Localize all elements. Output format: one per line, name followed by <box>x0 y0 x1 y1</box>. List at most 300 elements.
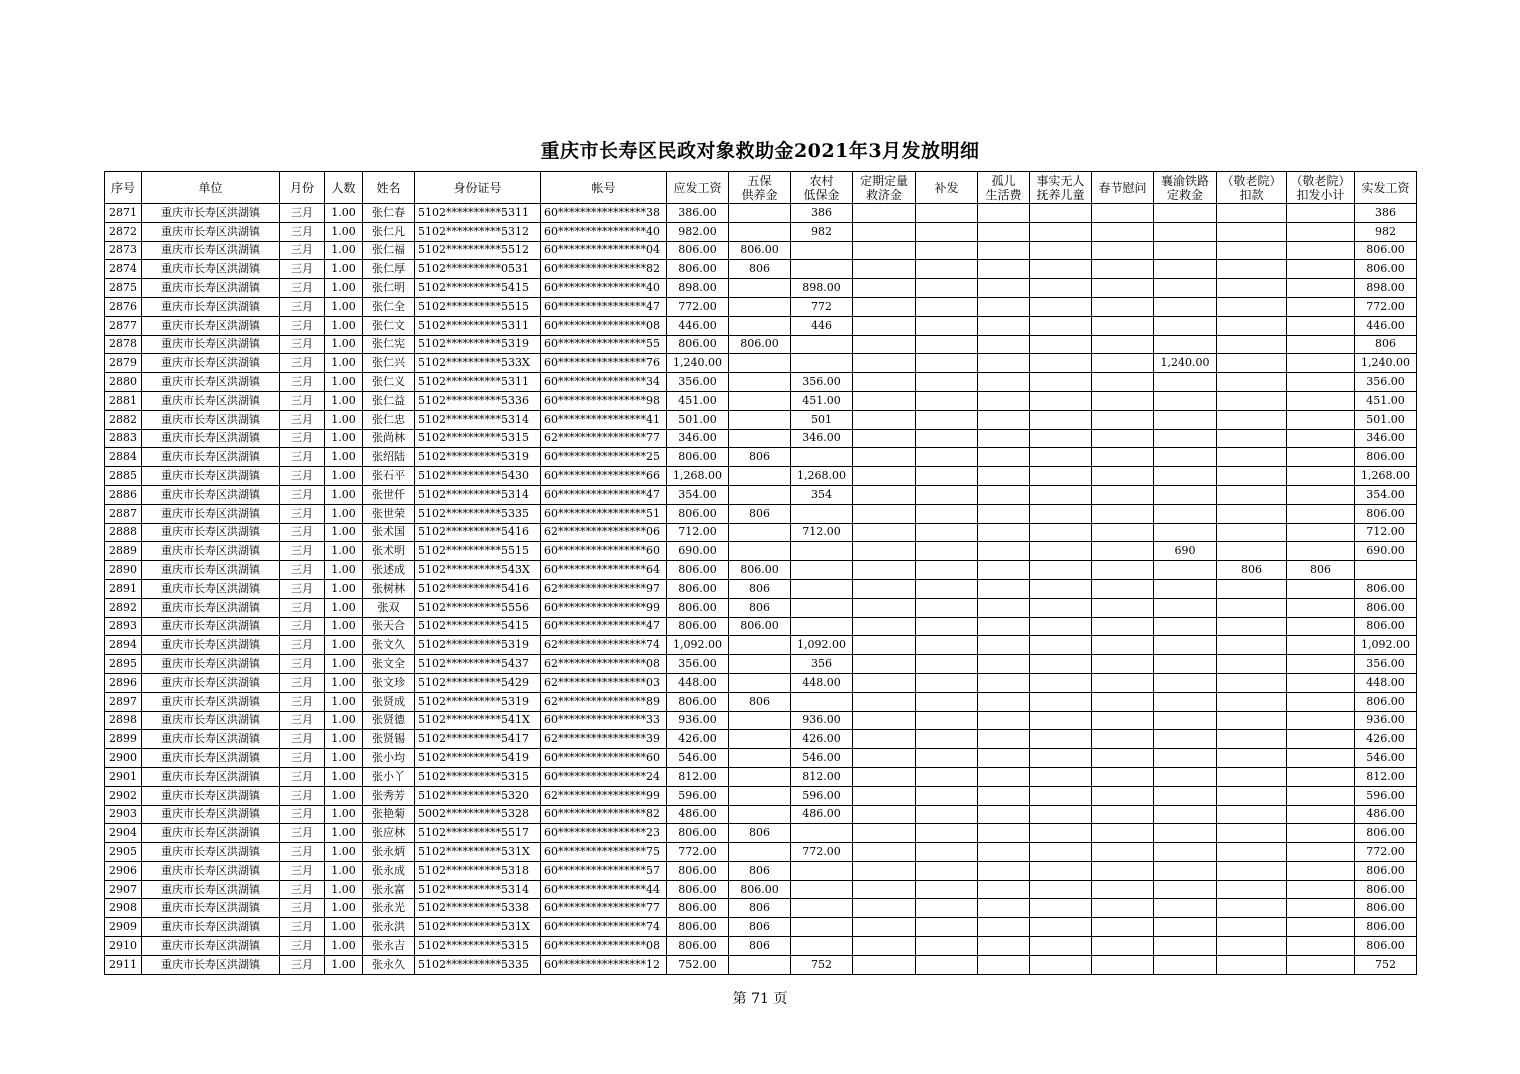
table-cell: 2886 <box>105 485 142 504</box>
table-cell <box>853 222 916 241</box>
table-cell: 重庆市长寿区洪湖镇 <box>142 598 280 617</box>
table-cell: 60****************04 <box>541 241 667 260</box>
table-cell: 806 <box>1217 561 1287 580</box>
table-cell <box>853 673 916 692</box>
table-cell: 60****************82 <box>541 805 667 824</box>
table-row <box>105 955 1417 974</box>
table-cell <box>1154 711 1217 730</box>
table-cell <box>1030 673 1092 692</box>
table-cell <box>853 655 916 674</box>
table-cell: 806.00 <box>667 937 729 956</box>
table-cell: 546.00 <box>791 749 853 768</box>
table-cell <box>978 391 1030 410</box>
table-cell: 1.00 <box>325 880 363 899</box>
table-cell <box>1287 504 1355 523</box>
table-cell: 1.00 <box>325 692 363 711</box>
table-cell <box>1154 918 1217 937</box>
table-cell: 5102**********5335 <box>415 504 541 523</box>
table-cell: 772.00 <box>1355 843 1417 862</box>
table-row <box>105 636 1417 655</box>
table-cell: 806.00 <box>667 335 729 354</box>
table-cell <box>1287 636 1355 655</box>
table-cell <box>1217 899 1287 918</box>
table-cell: 2906 <box>105 861 142 880</box>
table-cell: 60****************40 <box>541 222 667 241</box>
table-cell: 752.00 <box>667 955 729 974</box>
table-cell: 张世仟 <box>363 485 415 504</box>
table-cell <box>978 673 1030 692</box>
table-cell <box>853 504 916 523</box>
table-cell: 1,092.00 <box>791 636 853 655</box>
table-cell <box>916 579 978 598</box>
table-cell: 张世荣 <box>363 504 415 523</box>
table-cell <box>1287 241 1355 260</box>
table-cell: 2881 <box>105 391 142 410</box>
table-cell: 1,092.00 <box>1355 636 1417 655</box>
table-cell <box>916 824 978 843</box>
table-cell: 1.00 <box>325 636 363 655</box>
table-cell <box>1154 335 1217 354</box>
table-cell <box>1030 711 1092 730</box>
table-cell: 1.00 <box>325 448 363 467</box>
table-cell <box>978 579 1030 598</box>
table-row <box>105 937 1417 956</box>
table-cell: 60****************12 <box>541 955 667 974</box>
table-cell: 1.00 <box>325 711 363 730</box>
table-cell: 三月 <box>280 955 325 974</box>
table-cell <box>853 448 916 467</box>
column-header: 月份 <box>280 172 325 204</box>
table-cell: 1.00 <box>325 617 363 636</box>
table-cell <box>1287 711 1355 730</box>
table-cell: 772.00 <box>667 843 729 862</box>
table-cell <box>978 937 1030 956</box>
table-cell: 重庆市长寿区洪湖镇 <box>142 673 280 692</box>
table-cell: 1.00 <box>325 824 363 843</box>
table-row <box>105 391 1417 410</box>
table-cell: 451.00 <box>791 391 853 410</box>
table-cell: 2880 <box>105 373 142 392</box>
table-cell: 1.00 <box>325 542 363 561</box>
table-cell: 1.00 <box>325 805 363 824</box>
table-cell: 5102**********531X <box>415 843 541 862</box>
table-cell: 5102**********5320 <box>415 786 541 805</box>
table-cell: 812.00 <box>667 767 729 786</box>
table-cell: 446.00 <box>1355 316 1417 335</box>
table-cell: 772.00 <box>667 297 729 316</box>
table-cell <box>853 749 916 768</box>
table-cell <box>1217 279 1287 298</box>
table-cell <box>729 222 791 241</box>
table-cell <box>916 918 978 937</box>
table-cell <box>916 316 978 335</box>
table-cell <box>853 391 916 410</box>
table-cell: 5102**********5319 <box>415 448 541 467</box>
table-cell: 重庆市长寿区洪湖镇 <box>142 767 280 786</box>
table-cell <box>853 542 916 561</box>
table-cell <box>1030 561 1092 580</box>
table-cell: 354 <box>791 485 853 504</box>
table-cell <box>1030 316 1092 335</box>
table-cell <box>1092 204 1154 223</box>
table-row <box>105 861 1417 880</box>
table-cell: 三月 <box>280 880 325 899</box>
table-cell: 772 <box>791 297 853 316</box>
table-cell: 60****************08 <box>541 937 667 956</box>
table-cell <box>1217 767 1287 786</box>
table-row <box>105 410 1417 429</box>
column-header: 帐号 <box>541 172 667 204</box>
table-row <box>105 204 1417 223</box>
table-cell <box>1154 749 1217 768</box>
table-cell: 三月 <box>280 561 325 580</box>
table-cell: 1.00 <box>325 899 363 918</box>
table-cell <box>1287 448 1355 467</box>
table-cell <box>729 542 791 561</box>
table-cell <box>729 354 791 373</box>
table-cell: 1.00 <box>325 391 363 410</box>
table-cell: 806.00 <box>667 824 729 843</box>
table-cell: 60****************23 <box>541 824 667 843</box>
table-row <box>105 523 1417 542</box>
table-cell: 752 <box>1355 955 1417 974</box>
table-cell <box>1154 467 1217 486</box>
table-cell <box>1154 523 1217 542</box>
table-cell <box>1030 448 1092 467</box>
table-cell <box>1092 937 1154 956</box>
table-cell: 2874 <box>105 260 142 279</box>
table-cell <box>1154 636 1217 655</box>
table-cell: 张仁福 <box>363 241 415 260</box>
table-cell: 2911 <box>105 955 142 974</box>
table-cell: 806.00 <box>1355 598 1417 617</box>
table-cell <box>1287 260 1355 279</box>
table-cell <box>853 955 916 974</box>
table-cell <box>978 279 1030 298</box>
table-row <box>105 260 1417 279</box>
table-cell: 张小均 <box>363 749 415 768</box>
table-cell <box>853 636 916 655</box>
table-cell <box>729 485 791 504</box>
table-cell: 5102**********5416 <box>415 523 541 542</box>
table-row <box>105 786 1417 805</box>
table-cell <box>1092 467 1154 486</box>
table-cell <box>1154 692 1217 711</box>
table-cell <box>978 598 1030 617</box>
table-row <box>105 617 1417 636</box>
table-cell: 1.00 <box>325 410 363 429</box>
table-cell: 1.00 <box>325 523 363 542</box>
table-cell: 898.00 <box>667 279 729 298</box>
table-cell <box>791 354 853 373</box>
table-cell: 重庆市长寿区洪湖镇 <box>142 805 280 824</box>
table-cell <box>978 918 1030 937</box>
table-cell <box>916 880 978 899</box>
table-cell <box>1154 899 1217 918</box>
table-cell <box>1092 673 1154 692</box>
table-cell <box>853 824 916 843</box>
table-cell <box>1154 297 1217 316</box>
table-cell: 三月 <box>280 391 325 410</box>
table-cell: 62****************74 <box>541 636 667 655</box>
table-cell <box>1287 673 1355 692</box>
column-header: 五保 供养金 <box>729 172 791 204</box>
table-cell: 2894 <box>105 636 142 655</box>
table-cell: 重庆市长寿区洪湖镇 <box>142 467 280 486</box>
table-cell: 5102**********5415 <box>415 279 541 298</box>
table-cell <box>1154 204 1217 223</box>
table-cell: 386 <box>791 204 853 223</box>
table-cell <box>1092 692 1154 711</box>
table-cell <box>1287 955 1355 974</box>
table-cell <box>1287 373 1355 392</box>
table-cell <box>1287 899 1355 918</box>
table-cell <box>1287 335 1355 354</box>
table-cell: 546.00 <box>667 749 729 768</box>
table-cell: 60****************64 <box>541 561 667 580</box>
table-cell <box>1092 260 1154 279</box>
table-cell: 596.00 <box>667 786 729 805</box>
table-cell <box>1030 805 1092 824</box>
table-cell <box>853 204 916 223</box>
table-cell <box>978 843 1030 862</box>
table-cell <box>1092 899 1154 918</box>
table-cell <box>1217 204 1287 223</box>
table-cell: 2901 <box>105 767 142 786</box>
table-cell: 重庆市长寿区洪湖镇 <box>142 561 280 580</box>
table-cell <box>853 523 916 542</box>
table-cell <box>1092 542 1154 561</box>
table-cell <box>916 354 978 373</box>
table-cell: 1.00 <box>325 429 363 448</box>
table-cell <box>1092 786 1154 805</box>
table-cell: 2875 <box>105 279 142 298</box>
table-cell <box>729 786 791 805</box>
table-cell: 60****************82 <box>541 260 667 279</box>
table-cell <box>1154 504 1217 523</box>
table-cell <box>853 617 916 636</box>
table-cell <box>1030 918 1092 937</box>
table-cell <box>1092 316 1154 335</box>
table-cell: 806 <box>729 937 791 956</box>
table-cell: 60****************38 <box>541 204 667 223</box>
table-cell <box>1092 918 1154 937</box>
table-cell <box>1287 805 1355 824</box>
table-cell <box>853 241 916 260</box>
table-cell: 三月 <box>280 279 325 298</box>
table-cell: 806.00 <box>667 692 729 711</box>
table-cell: 806.00 <box>1355 504 1417 523</box>
table-row <box>105 880 1417 899</box>
table-cell: 806.00 <box>1355 918 1417 937</box>
table-cell: 486.00 <box>791 805 853 824</box>
table-cell: 1.00 <box>325 279 363 298</box>
table-cell: 448.00 <box>791 673 853 692</box>
table-cell <box>1030 579 1092 598</box>
table-cell <box>1092 429 1154 448</box>
table-cell: 806.00 <box>1355 579 1417 598</box>
table-cell <box>1030 204 1092 223</box>
table-cell <box>1287 749 1355 768</box>
table-cell: 5102**********5512 <box>415 241 541 260</box>
table-cell: 三月 <box>280 617 325 636</box>
column-header: 春节慰问 <box>1092 172 1154 204</box>
table-cell: 5102**********5315 <box>415 767 541 786</box>
table-cell: 5102**********0531 <box>415 260 541 279</box>
table-cell <box>1217 297 1287 316</box>
table-cell: 2908 <box>105 899 142 918</box>
table-cell <box>916 730 978 749</box>
table-cell: 60****************44 <box>541 880 667 899</box>
table-cell: 60****************47 <box>541 297 667 316</box>
table-cell <box>1287 786 1355 805</box>
table-cell: 386 <box>1355 204 1417 223</box>
table-cell: 1.00 <box>325 786 363 805</box>
table-cell: 三月 <box>280 598 325 617</box>
table-cell <box>1030 598 1092 617</box>
column-header: 事实无人 抚养儿童 <box>1030 172 1092 204</box>
table-cell: 60****************99 <box>541 598 667 617</box>
table-cell <box>1030 861 1092 880</box>
table-cell <box>729 805 791 824</box>
table-cell <box>1154 241 1217 260</box>
table-cell: 806.00 <box>1355 861 1417 880</box>
table-cell: 2879 <box>105 354 142 373</box>
table-cell <box>1217 918 1287 937</box>
table-cell <box>1217 241 1287 260</box>
table-cell <box>1092 598 1154 617</box>
table-cell: 5102**********5314 <box>415 410 541 429</box>
table-cell <box>1092 485 1154 504</box>
table-cell <box>1154 448 1217 467</box>
table-cell <box>1092 711 1154 730</box>
table-cell: 60****************75 <box>541 843 667 862</box>
table-cell <box>1030 260 1092 279</box>
table-cell: 354.00 <box>1355 485 1417 504</box>
table-cell <box>1355 561 1417 580</box>
table-cell: 2896 <box>105 673 142 692</box>
table-cell: 60****************47 <box>541 485 667 504</box>
table-cell: 5102**********5430 <box>415 467 541 486</box>
table-cell: 5102**********5515 <box>415 542 541 561</box>
table-cell: 806.00 <box>1355 692 1417 711</box>
table-cell: 5102**********5312 <box>415 222 541 241</box>
payment-table <box>104 171 1417 975</box>
table-cell <box>791 617 853 636</box>
table-cell: 806 <box>729 598 791 617</box>
table-cell <box>1217 316 1287 335</box>
table-cell <box>1217 843 1287 862</box>
table-cell: 三月 <box>280 542 325 561</box>
table-cell <box>916 767 978 786</box>
table-cell <box>916 749 978 768</box>
table-row <box>105 504 1417 523</box>
table-row <box>105 749 1417 768</box>
table-cell <box>1092 222 1154 241</box>
table-cell: 60****************60 <box>541 749 667 768</box>
table-cell: 三月 <box>280 843 325 862</box>
table-cell <box>1154 598 1217 617</box>
table-cell: 张贤锡 <box>363 730 415 749</box>
table-cell: 356 <box>791 655 853 674</box>
table-cell <box>1154 655 1217 674</box>
table-cell <box>978 805 1030 824</box>
table-cell: 1.00 <box>325 485 363 504</box>
table-cell: 772.00 <box>791 843 853 862</box>
table-cell <box>1154 579 1217 598</box>
table-cell: 60****************57 <box>541 861 667 880</box>
table-cell: 三月 <box>280 410 325 429</box>
table-cell <box>1030 730 1092 749</box>
table-cell <box>1287 824 1355 843</box>
table-cell: 5102**********5314 <box>415 880 541 899</box>
table-cell <box>1217 598 1287 617</box>
table-cell <box>1217 373 1287 392</box>
table-row <box>105 373 1417 392</box>
table-cell <box>1154 805 1217 824</box>
table-cell <box>1030 485 1092 504</box>
table-cell <box>1154 279 1217 298</box>
table-row <box>105 805 1417 824</box>
table-cell <box>1092 391 1154 410</box>
table-cell <box>1092 824 1154 843</box>
table-cell: 重庆市长寿区洪湖镇 <box>142 899 280 918</box>
table-cell: 806.00 <box>667 880 729 899</box>
table-cell: 重庆市长寿区洪湖镇 <box>142 335 280 354</box>
table-cell: 1,092.00 <box>667 636 729 655</box>
table-cell: 张术国 <box>363 523 415 542</box>
table-cell: 重庆市长寿区洪湖镇 <box>142 749 280 768</box>
table-cell <box>853 843 916 862</box>
table-cell: 1,268.00 <box>1355 467 1417 486</box>
table-cell <box>1154 673 1217 692</box>
table-cell: 2900 <box>105 749 142 768</box>
table-cell: 5002**********5328 <box>415 805 541 824</box>
table-cell <box>1154 861 1217 880</box>
table-cell: 三月 <box>280 673 325 692</box>
table-cell <box>853 335 916 354</box>
table-cell <box>853 316 916 335</box>
table-cell <box>916 542 978 561</box>
table-cell: 张应林 <box>363 824 415 843</box>
table-cell: 486.00 <box>667 805 729 824</box>
table-cell: 690 <box>1154 542 1217 561</box>
table-cell: 2910 <box>105 937 142 956</box>
column-header: 实发工资 <box>1355 172 1417 204</box>
table-cell <box>853 579 916 598</box>
column-header: （敬老院） 扣款 <box>1217 172 1287 204</box>
table-cell: 806 <box>729 448 791 467</box>
table-cell: 806 <box>729 504 791 523</box>
table-cell <box>1092 410 1154 429</box>
table-cell: 354.00 <box>667 485 729 504</box>
table-cell <box>853 767 916 786</box>
table-cell: 5102**********5319 <box>415 692 541 711</box>
table-cell: 2909 <box>105 918 142 937</box>
table-cell <box>791 918 853 937</box>
table-cell: 2876 <box>105 297 142 316</box>
table-cell: 806.00 <box>1355 448 1417 467</box>
document-title: 重庆市长寿区民政对象救助金2021年3月发放明细 <box>540 140 980 162</box>
table-cell: 张永光 <box>363 899 415 918</box>
table-cell: 张文珍 <box>363 673 415 692</box>
table-cell: 806.00 <box>1355 880 1417 899</box>
table-cell <box>1217 824 1287 843</box>
table-cell: 806 <box>729 899 791 918</box>
table-cell: 356.00 <box>1355 373 1417 392</box>
table-cell <box>978 241 1030 260</box>
table-cell: 2899 <box>105 730 142 749</box>
